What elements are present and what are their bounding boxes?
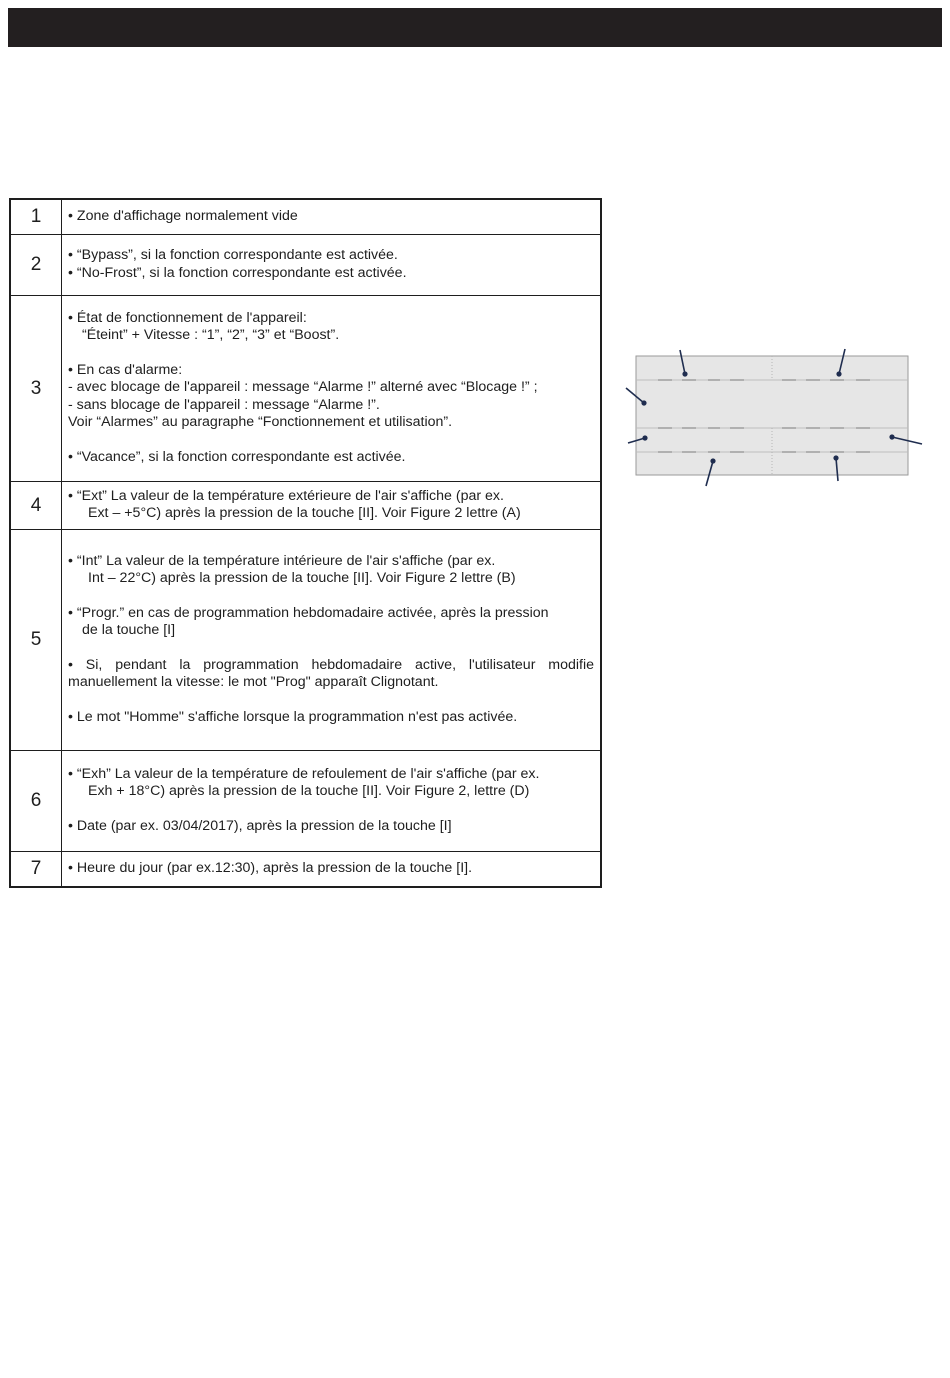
- description-line: manuellement la vitesse: le mot "Prog" apparaît Clignotant.: [68, 674, 439, 691]
- description-line: “Éteint” + Vitesse : “1”, “2”, “3” et “Boost”.: [82, 327, 340, 344]
- row-number: 1: [10, 199, 62, 234]
- description-line: - sans blocage de l'appareil : message “Alarme !”.: [68, 396, 380, 413]
- description-line: • Si, pendant la programmation hebdomadaire active, l'utilisateur modifie: [68, 656, 594, 673]
- row-number: 2: [10, 234, 62, 295]
- table-row: [10, 750, 601, 851]
- row-description: [62, 295, 602, 481]
- row-description: [62, 234, 602, 295]
- row-number: 5: [10, 529, 62, 750]
- description-line: de la touche [I]: [82, 622, 176, 639]
- display-diagram-svg: [620, 340, 930, 500]
- row-number: 3: [10, 295, 62, 481]
- row-description: [62, 199, 602, 234]
- description-line: • “Bypass”, si la fonction correspondante est activée.: [68, 247, 398, 263]
- display-diagram: [620, 340, 930, 500]
- table-row: [10, 295, 601, 481]
- display-legend-table: [9, 198, 602, 888]
- table-row: [10, 529, 601, 750]
- row-number: 6: [10, 750, 62, 851]
- row-description: [62, 750, 602, 851]
- description-line: • État de fonctionnement de l'appareil:: [68, 309, 307, 326]
- row-number: 7: [10, 851, 62, 887]
- row-description: [62, 481, 602, 529]
- table-row: [10, 199, 601, 234]
- description-line: Int – 22°C) après la pression de la touche [II]. Voir Figure 2 lettre (B): [88, 570, 516, 587]
- description-line: Exh + 18°C) après la pression de la touche [II]. Voir Figure 2, lettre (D): [88, 783, 530, 800]
- description-line: Ext – +5°C) après la pression de la touche [II]. Voir Figure 2 lettre (A): [88, 505, 521, 521]
- description-line: • “Int” La valeur de la température intérieure de l'air s'affiche (par ex.: [68, 552, 496, 569]
- description-line: • Le mot "Homme" s'affiche lorsque la programmation n'est pas activée.: [68, 708, 518, 725]
- description-line: • “Ext” La valeur de la température extérieure de l'air s'affiche (par ex.: [68, 487, 504, 504]
- row-description: [62, 851, 602, 887]
- description-line: • En cas d'alarme:: [68, 361, 183, 378]
- description-line: Voir “Alarmes” au paragraphe “Fonctionnement et utilisation”.: [68, 414, 453, 431]
- table-row: [10, 234, 601, 295]
- table-row: [10, 851, 601, 887]
- description-line: • Zone d'affichage normalement vide: [68, 208, 298, 224]
- description-line: • “Progr.” en cas de programmation hebdomadaire activée, après la pression: [68, 604, 549, 621]
- description-line: • Date (par ex. 03/04/2017), après la pression de la touche [I]: [68, 817, 452, 834]
- description-line: • “Exh” La valeur de la température de refoulement de l'air s'affiche (par ex.: [68, 765, 540, 782]
- row-number: 4: [10, 481, 62, 529]
- row-description: [62, 529, 602, 750]
- table-row: [10, 481, 601, 529]
- lcd-screen: [636, 356, 908, 475]
- header-bar: [8, 8, 942, 47]
- description-line: - avec blocage de l'appareil : message “Alarme !” alterné avec “Blocage !” ;: [68, 379, 538, 396]
- description-line: • “No-Frost”, si la fonction correspondante est activée.: [68, 264, 407, 281]
- description-line: • Heure du jour (par ex.12:30), après la pression de la touche [I].: [68, 860, 473, 876]
- description-line: • “Vacance”, si la fonction correspondante est activée.: [68, 448, 406, 465]
